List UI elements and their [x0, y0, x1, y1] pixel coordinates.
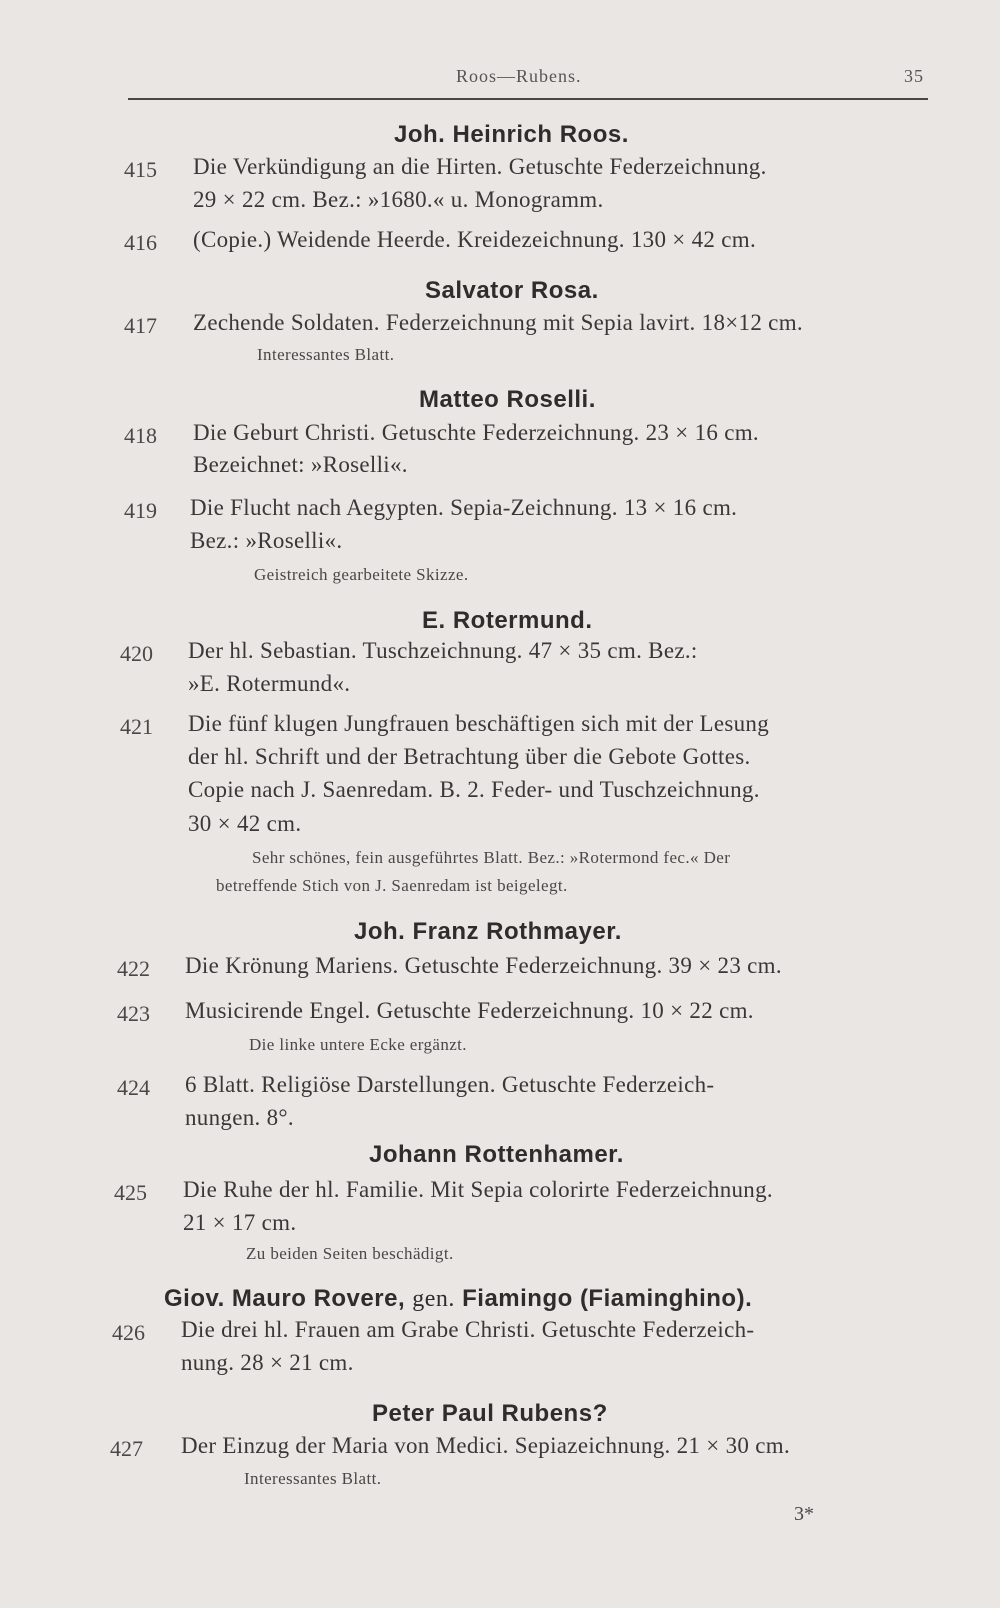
entry-number: 427 — [110, 1436, 143, 1461]
artist-alias-marker: gen. — [412, 1286, 455, 1312]
header-rule — [128, 98, 928, 100]
entry-text: Die Flucht nach Aegypten. Sepia-Zeichnung. 13 × 16 cm. — [190, 495, 738, 520]
entry-note: Zu beiden Seiten beschädigt. — [246, 1244, 454, 1263]
artist-heading: Joh. Heinrich Roos. — [394, 121, 629, 148]
signature-mark: 3* — [794, 1503, 814, 1525]
entry-note: Die linke untere Ecke ergänzt. — [249, 1035, 467, 1054]
entry-text: Die Geburt Christi. Getuschte Federzeichnung. 23 × 16 cm. — [193, 420, 759, 445]
entry-number: 415 — [124, 157, 157, 182]
entry-text: Bezeichnet: »Roselli«. — [193, 452, 408, 477]
artist-heading: Peter Paul Rubens? — [372, 1400, 608, 1427]
entry-number: 426 — [112, 1320, 145, 1345]
entry-text: Die Verkündigung an die Hirten. Getuschte Federzeichnung. — [193, 154, 767, 179]
entry-number: 423 — [117, 1001, 150, 1026]
entry-text: (Copie.) Weidende Heerde. Kreidezeichnung. 130 × 42 cm. — [193, 227, 757, 252]
artist-heading: Joh. Franz Rothmayer. — [354, 918, 622, 945]
entry-number: 417 — [124, 313, 157, 338]
running-header: Roos—Rubens. — [456, 66, 582, 86]
entry-text: Die Krönung Mariens. Getuschte Federzeichnung. 39 × 23 cm. — [185, 953, 782, 978]
entry-number: 416 — [124, 230, 157, 255]
entry-number: 421 — [120, 714, 153, 739]
entry-note: betreffende Stich von J. Saenredam ist beigelegt. — [216, 876, 568, 895]
entry-text: 29 × 22 cm. Bez.: »1680.« u. Monogramm. — [193, 187, 604, 212]
entry-text: 21 × 17 cm. — [183, 1210, 297, 1235]
entry-text: nungen. 8°. — [185, 1105, 294, 1130]
entry-text: nung. 28 × 21 cm. — [181, 1350, 354, 1375]
artist-heading: Salvator Rosa. — [425, 277, 599, 304]
entry-number: 425 — [114, 1180, 147, 1205]
entry-text: Bez.: »Roselli«. — [190, 528, 343, 553]
artist-heading — [164, 1285, 752, 1313]
entry-text: Die drei hl. Frauen am Grabe Christi. Getuschte Federzeich- — [181, 1317, 755, 1342]
entry-text: 30 × 42 cm. — [188, 811, 302, 836]
page-number: 35 — [904, 66, 924, 86]
entry-note: Sehr schönes, fein ausgeführtes Blatt. Bez.: »Rotermond fec.« Der — [252, 848, 731, 867]
entry-note: Interessantes Blatt. — [257, 345, 395, 364]
entry-text: Der hl. Sebastian. Tuschzeichnung. 47 × 35 cm. Bez.: — [188, 638, 698, 663]
entry-text: Die Ruhe der hl. Familie. Mit Sepia colorirte Federzeichnung. — [183, 1177, 773, 1202]
artist-alias: Fiamingo (Fiaminghino). — [462, 1285, 753, 1312]
entry-text: »E. Rotermund«. — [188, 671, 351, 696]
entry-text: 6 Blatt. Religiöse Darstellungen. Getuschte Federzeich- — [185, 1072, 715, 1097]
entry-number: 420 — [120, 641, 153, 666]
entry-number: 419 — [124, 498, 157, 523]
artist-heading: E. Rotermund. — [422, 607, 593, 634]
entry-number: 424 — [117, 1075, 150, 1100]
entry-note: Interessantes Blatt. — [244, 1469, 382, 1488]
entry-text: Zechende Soldaten. Federzeichnung mit Sepia lavirt. 18×12 cm. — [193, 310, 803, 335]
entry-text: Musicirende Engel. Getuschte Federzeichnung. 10 × 22 cm. — [185, 998, 754, 1023]
artist-heading: Matteo Roselli. — [419, 386, 596, 413]
entry-text: Die fünf klugen Jungfrauen beschäftigen sich mit der Lesung — [188, 711, 770, 736]
entry-text: Copie nach J. Saenredam. B. 2. Feder- und Tuschzeichnung. — [188, 777, 760, 802]
artist-heading: Johann Rottenhamer. — [369, 1141, 624, 1168]
entry-text: der hl. Schrift und der Betrachtung über die Gebote Gottes. — [188, 744, 751, 769]
entry-note: Geistreich gearbeitete Skizze. — [254, 565, 469, 584]
entry-number: 418 — [124, 423, 157, 448]
entry-number: 422 — [117, 956, 150, 981]
artist-name: Giov. Mauro Rovere, — [164, 1285, 406, 1312]
entry-text: Der Einzug der Maria von Medici. Sepiazeichnung. 21 × 30 cm. — [181, 1433, 790, 1458]
